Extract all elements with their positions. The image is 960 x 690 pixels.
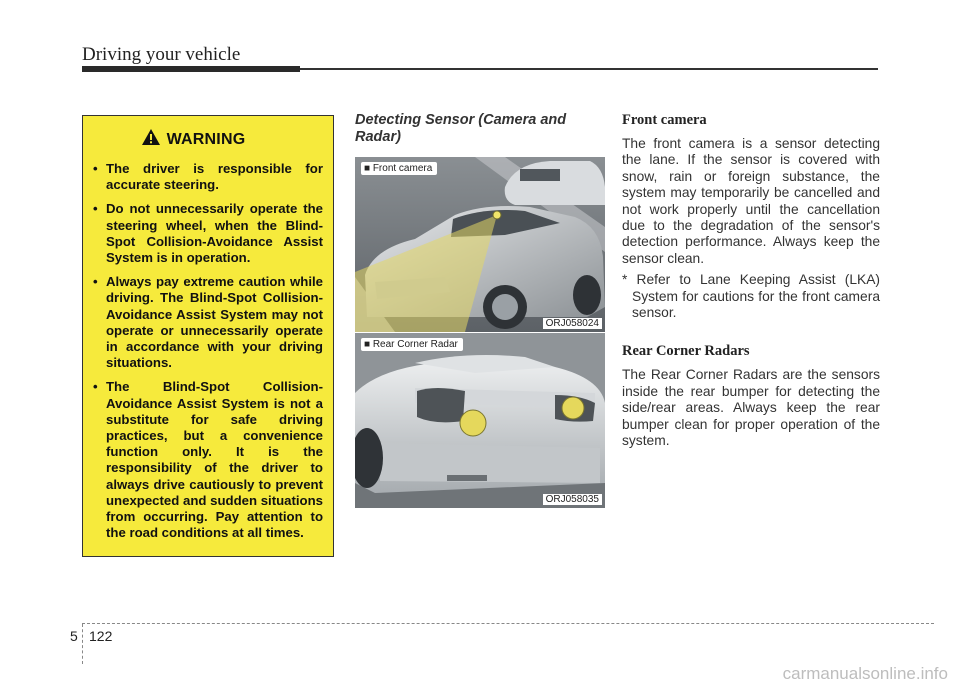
rear-radar-illustration [355,333,605,508]
chapter-number: 5 [70,628,78,644]
warning-item: • The Blind-Spot Collision-Avoidance Assist System is not a substitute for safe driving practices, but a convenience function only. It is the responsibility of the driver to always drive cautiously to prevent unexpected and sudden situations from occurring. Pay attention to the road conditions at all times. [91,379,323,541]
warning-box [82,115,334,557]
front-camera-note: * Refer to Lane Keeping Assist (LKA) System for cautions for the front camera sensor. [622,272,880,321]
header-rule-accent [82,66,300,72]
warning-item: • Always pay extreme caution while driving. The Blind-Spot Collision-Avoidance Assist System may not operate or unnecessarily operate in accordance with your driving situations. [91,274,323,371]
figure-label: ■ Rear Corner Radar [361,338,463,351]
warning-title: WARNING [166,130,246,148]
figure-code: ORJ058035 [543,494,602,505]
footer-divider [82,624,83,664]
warning-item: • The driver is responsible for accurate steering. [91,161,323,193]
rear-radar-figure [355,333,605,508]
warning-list [91,161,323,541]
front-camera-body: The front camera is a sensor detecting the lane. If the sensor is covered with snow, rain or foreign substance, the system may temporarily be cancelled and not work properly until the cancellation due to the degradation of the sensor's detection performance. Always keep the sensor clean. [622,136,880,266]
section-heading-sensors: Detecting Sensor (Camera and Radar) [355,112,567,145]
right-column [622,112,880,455]
front-camera-illustration [355,157,605,332]
footer-rule [82,623,934,624]
front-camera-figure [355,157,605,332]
figure-label: ■ Front camera [361,162,437,175]
front-camera-heading: Front camera [622,112,707,128]
page-number: 122 [89,628,113,644]
rear-radars-heading: Rear Corner Radars [622,343,750,360]
running-header: Driving your vehicle [82,44,241,65]
figure-code: ORJ058024 [543,318,602,329]
watermark: carmanualsonline.info [782,664,948,683]
warning-header [63,128,323,151]
warning-item: • Do not unnecessarily operate the steering wheel, when the Blind-Spot Collision-Avoidance Assist System is in operation. [91,201,323,266]
warning-triangle-icon [141,128,161,151]
rear-radars-body: The Rear Corner Radars are the sensors inside the rear bumper for detecting the side/rear areas. Always keep the rear bumper clean for proper operation of the system. [622,367,880,449]
